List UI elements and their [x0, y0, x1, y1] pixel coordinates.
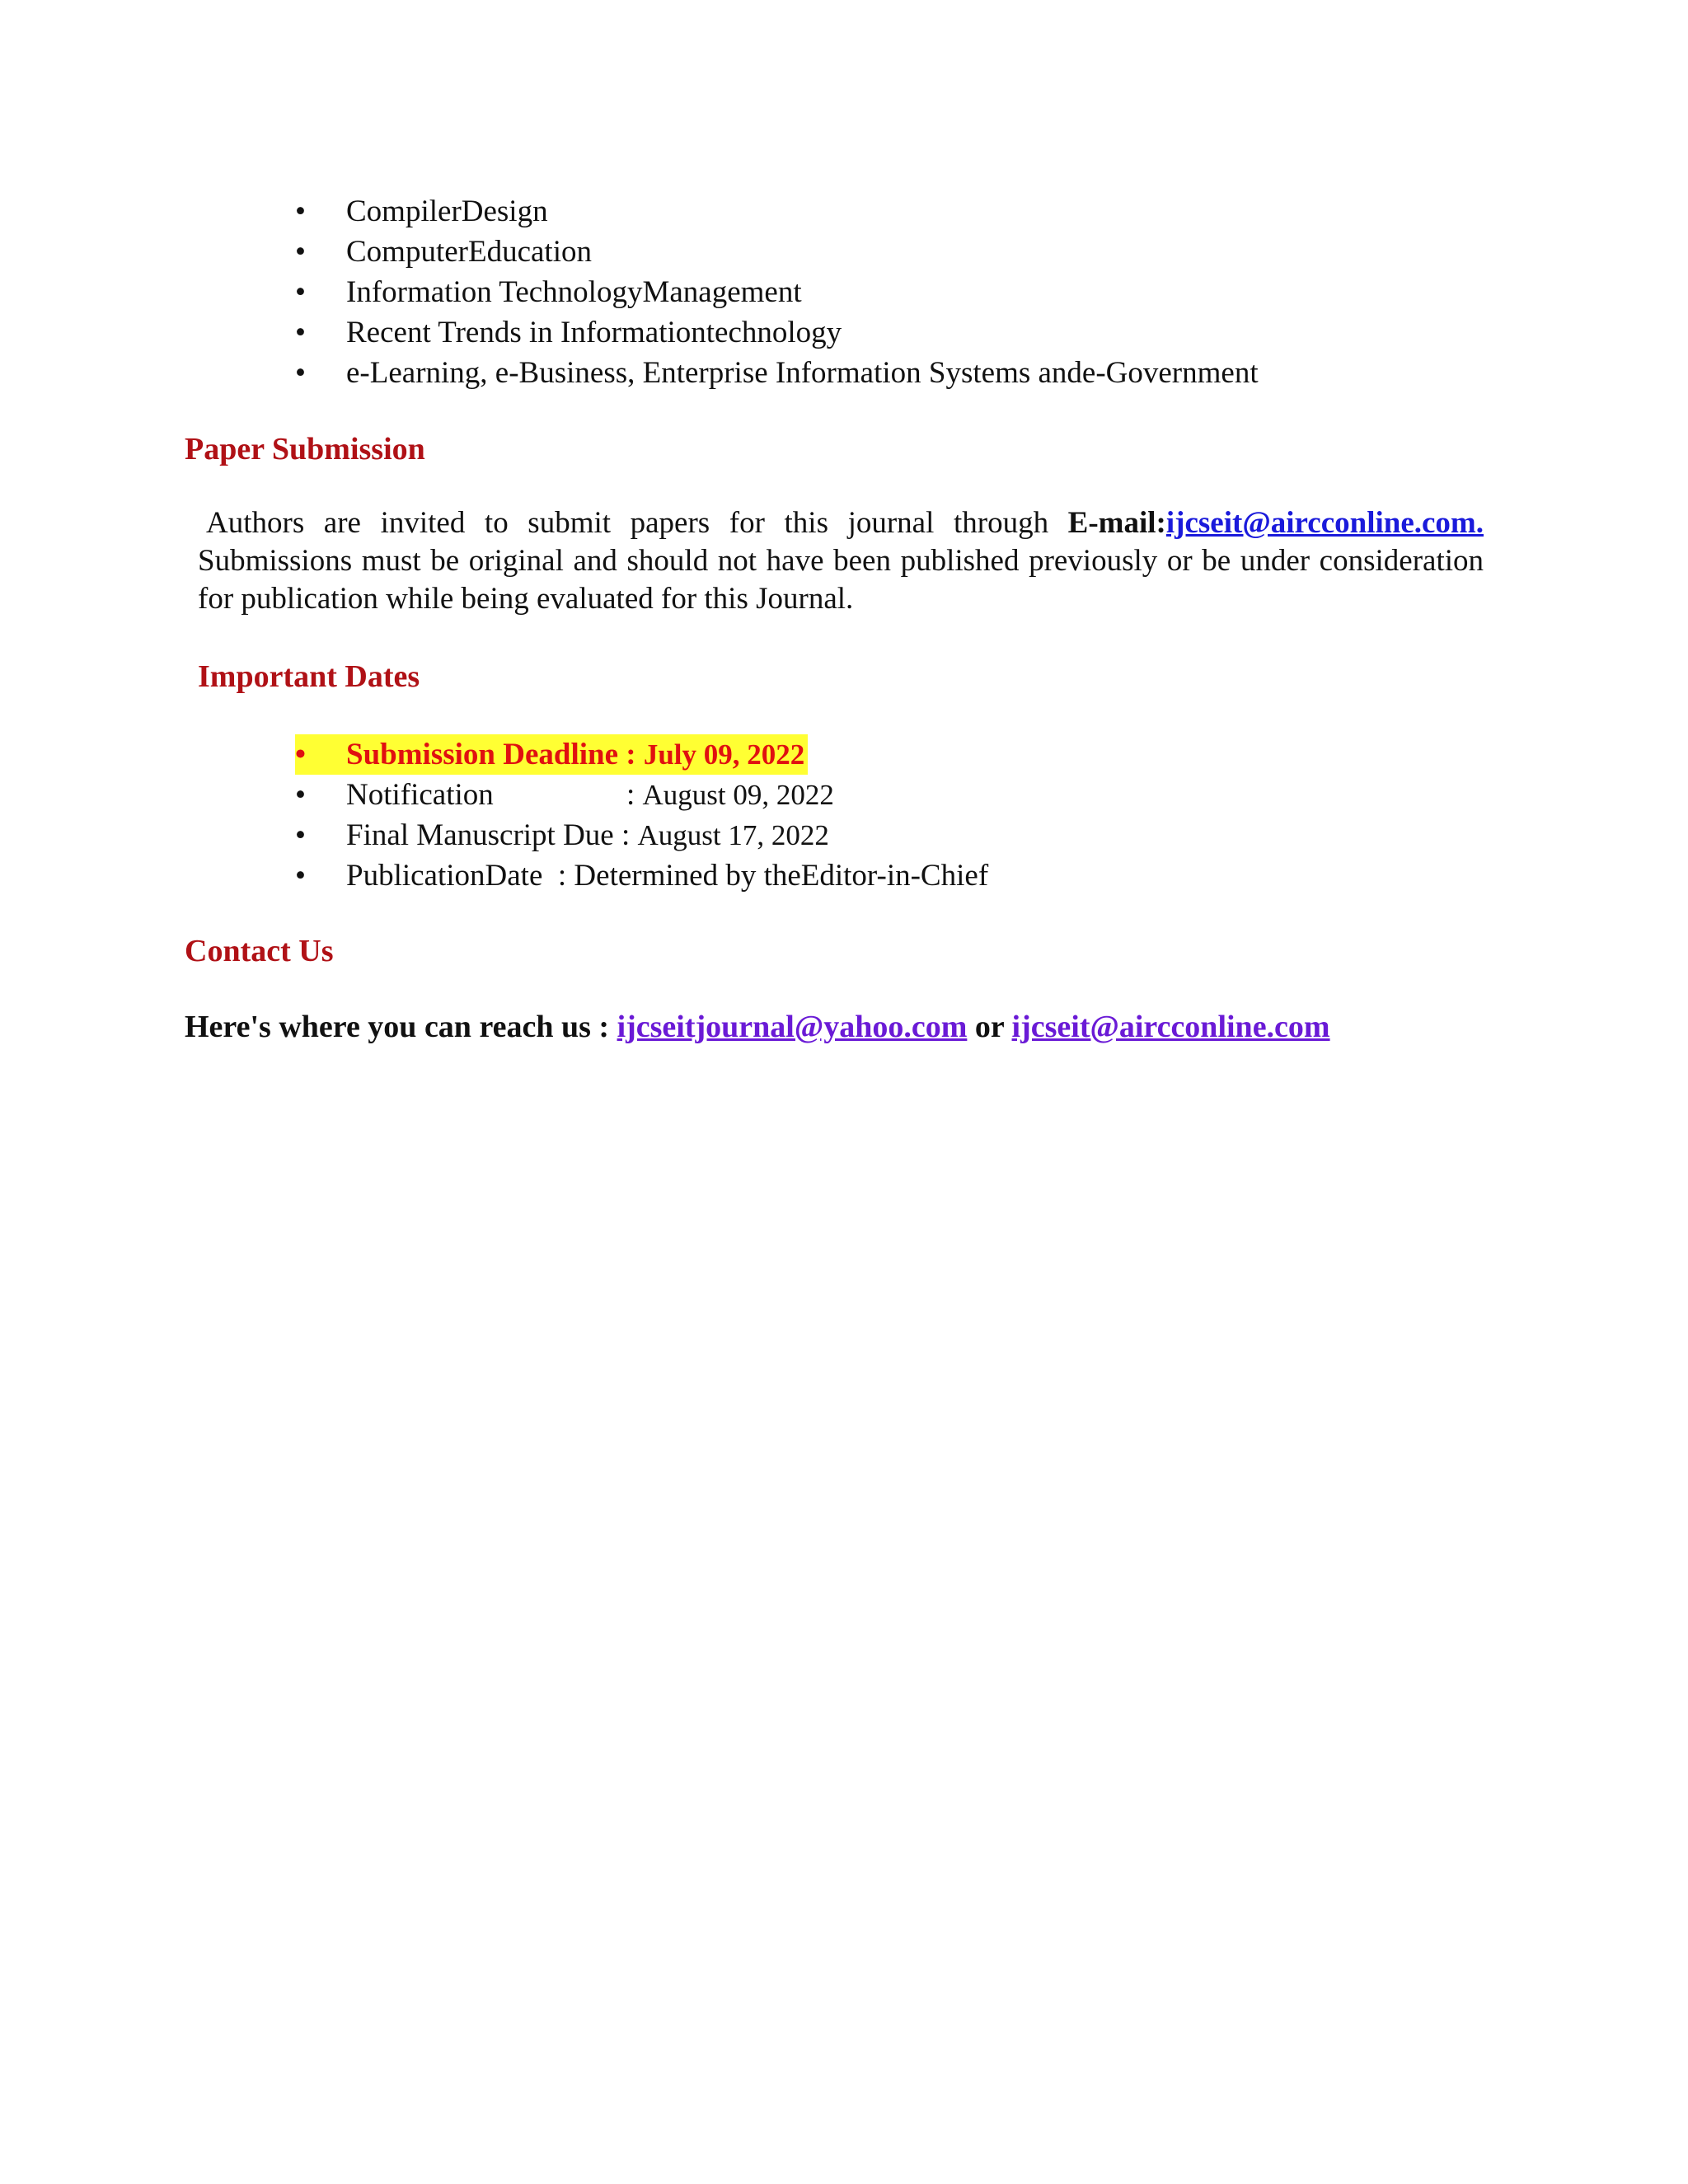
- contact-joiner: or: [967, 1010, 1012, 1044]
- list-item: [295, 353, 1259, 393]
- important-dates-heading: Important Dates: [198, 659, 420, 694]
- email-label: E-mail:: [1067, 506, 1166, 540]
- bullet-icon: •: [295, 194, 306, 228]
- date-separator: :: [626, 778, 643, 812]
- paper-submission-text: [198, 504, 1484, 618]
- contact-line: [185, 1007, 1330, 1047]
- topic-text: ComputerEducation: [346, 235, 592, 269]
- bullet-icon: •: [295, 738, 306, 771]
- date-item-notification: [295, 775, 988, 815]
- topics-list: [295, 191, 1259, 393]
- contact-email-airc-link[interactable]: ijcseit@aircconline.com: [1011, 1010, 1330, 1044]
- submission-text-after: Submissions must be original and should not have been published previously or be under consideration for publication while being evaluated for this Journal.: [198, 544, 1484, 616]
- topic-text: Recent Trends in Informationtechnology: [346, 316, 842, 349]
- date-value: August 09, 2022: [642, 779, 834, 811]
- important-dates-list: [295, 734, 988, 896]
- date-label: PublicationDate: [346, 859, 543, 893]
- date-item-final-manuscript: [295, 815, 988, 855]
- bullet-icon: •: [295, 859, 306, 893]
- date-value: August 17, 2022: [637, 819, 829, 851]
- date-separator: :: [542, 859, 574, 893]
- bullet-icon: •: [295, 235, 306, 269]
- topic-text: e-Learning, e-Business, Enterprise Information Systems ande-Government: [346, 356, 1259, 390]
- contact-lead: Here's where you can reach us :: [185, 1010, 617, 1044]
- contact-us-heading: Contact Us: [185, 934, 334, 968]
- date-value: July 09, 2022: [643, 738, 805, 771]
- bullet-icon: •: [295, 818, 306, 852]
- paper-submission-heading: Paper Submission: [185, 432, 425, 466]
- date-item-publication: [295, 855, 988, 896]
- date-label: Final Manuscript Due :: [346, 818, 638, 852]
- topic-text: CompilerDesign: [346, 194, 548, 228]
- bullet-icon: •: [295, 275, 306, 309]
- date-label: Submission Deadline :: [346, 738, 644, 771]
- contact-email-yahoo-link[interactable]: ijcseitjournal@yahoo.com: [617, 1010, 968, 1044]
- list-item: [295, 191, 1259, 232]
- list-item: [295, 232, 1259, 272]
- bullet-icon: •: [295, 778, 306, 812]
- date-value: Determined by theEditor-in-Chief: [574, 859, 989, 893]
- list-item: [295, 272, 1259, 312]
- submission-text-before: Authors are invited to submit papers for this journal through: [206, 506, 1068, 540]
- date-label: Notification: [346, 778, 494, 812]
- bullet-icon: •: [295, 316, 306, 349]
- date-item-submission-deadline: [295, 734, 808, 775]
- bullet-icon: •: [295, 356, 306, 390]
- submission-email-link[interactable]: ijcseit@aircconline.com.: [1165, 506, 1484, 540]
- topic-text: Information TechnologyManagement: [346, 275, 802, 309]
- list-item: [295, 312, 1259, 353]
